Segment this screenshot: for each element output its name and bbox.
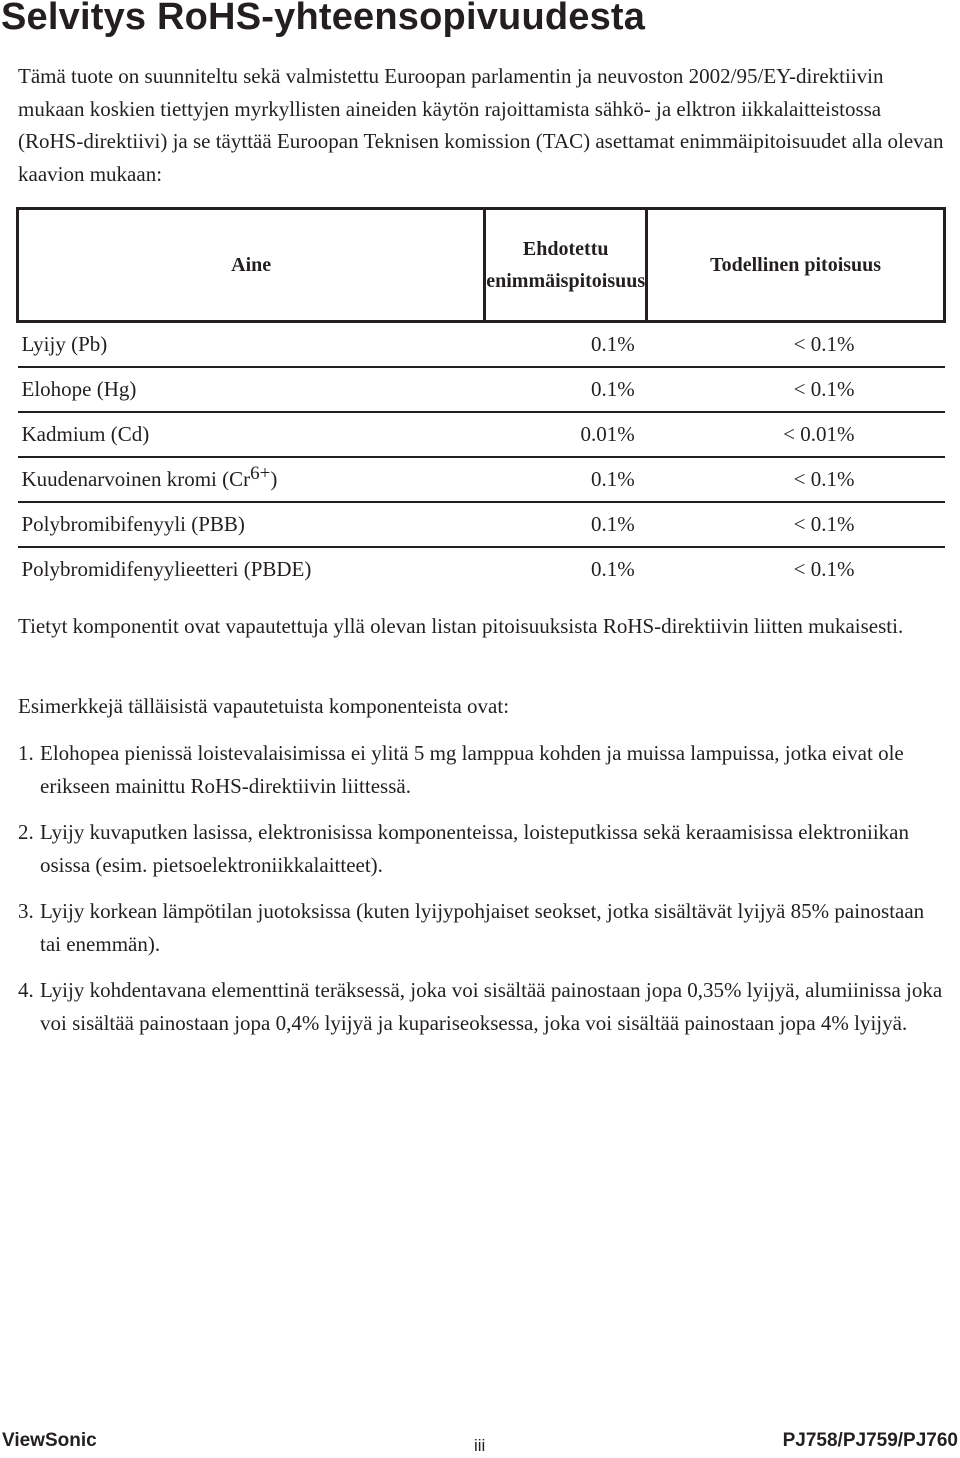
cell-substance: Lyijy (Pb) <box>18 322 485 368</box>
substance-text: Kuudenarvoinen kromi (Cr <box>21 467 251 491</box>
footer-models: PJ758/PJ759/PJ760 <box>782 1430 958 1451</box>
item-text: Lyijy korkean lämpötilan juotoksissa (kuten lyijypohjaiset seokset, jotka sisältävät lyijyä 85% painostaan tai enemmän). <box>40 899 925 956</box>
cell-substance: Polybromidifenyylieetteri (PBDE) <box>21 557 312 581</box>
examples-heading: Esimerkkejä tälläisistä vapautetuista komponenteista ovat: <box>18 694 510 718</box>
item-text: Lyijy kuvaputken lasissa, elektronisissa komponenteissa, loisteputkissa sekä keraamisissa elektroniikan osissa (esim. pietsoelektroniikkalaitteet). <box>40 820 909 877</box>
footer-brand: ViewSonic <box>2 1430 97 1451</box>
cell-substance: Polybromibifenyyli (PBB) <box>18 502 485 547</box>
cell-actual: < 0.01% <box>647 412 945 457</box>
item-number: 4. <box>18 978 34 1002</box>
rohs-table <box>16 207 946 591</box>
cell-actual: < 0.1% <box>647 502 945 547</box>
header-proposed-line1: Ehdotettu <box>522 238 609 260</box>
table-row <box>18 547 945 591</box>
cell-proposed: 0.1% <box>485 367 647 412</box>
examples-list <box>18 737 943 1053</box>
list-item <box>18 816 943 881</box>
item-text: Elohopea pienissä loistevalaisimissa ei ylitä 5 mg lamppua kohden ja muissa lampuissa, jotka eivat ole erikseen mainittu RoHS-direktiivin liittessä. <box>40 741 904 798</box>
table-row <box>18 457 945 502</box>
item-text: Lyijy kohdentavana elementtinä teräksessä, joka voi sisältää painostaan jopa 0,35% lyijyä, alumiinissa joka voi sisältää painostaan jopa 0,4% lyijyä ja kupariseoksessa, joka voi sisältää painostaan jopa 4% lyijyä. <box>40 978 943 1035</box>
cell-proposed: 0.1% <box>590 557 635 581</box>
cell-proposed: 0.1% <box>485 502 647 547</box>
cell-substance: Elohope (Hg) <box>18 367 485 412</box>
page-title: Selvitys RoHS-yhteensopivuudesta <box>1 0 646 38</box>
item-number: 3. <box>18 899 34 923</box>
table-row <box>18 322 945 368</box>
cell-substance: Kadmium (Cd) <box>18 412 485 457</box>
header-actual: Todellinen pitoisuus <box>647 209 945 322</box>
table-row <box>18 412 945 457</box>
cell-actual: < 0.1% <box>793 557 855 581</box>
oxidation-superscript: 6+ <box>250 463 271 484</box>
cell-actual: < 0.1% <box>647 367 945 412</box>
table-header-row <box>18 209 945 322</box>
substance-text-end: ) <box>270 467 278 491</box>
list-item <box>18 974 943 1039</box>
cell-actual: < 0.1% <box>647 457 945 502</box>
cell-substance <box>18 457 485 502</box>
footer-page-number: iii <box>474 1436 486 1455</box>
cell-proposed: 0.1% <box>485 322 647 368</box>
cell-actual: < 0.1% <box>647 322 945 368</box>
header-proposed <box>485 209 647 322</box>
exemption-note: Tietyt komponentit ovat vapautettuja yllä olevan listan pitoisuuksista RoHS-direktiivin liitten mukaisesti. <box>18 614 904 638</box>
table-row <box>18 367 945 412</box>
table-row <box>18 502 945 547</box>
intro-paragraph: Tämä tuote on suunniteltu sekä valmistettu Euroopan parlamentin ja neuvoston 2002/95/EY-direktiivin mukaan koskien tiettyjen myrkyllisten aineiden käytön rajoittamista sähkö- ja elktron iikkalaitteistossa (RoHS-direktiivi) ja se täyttää Euroopan Teknisen komission (TAC) asettamat enimmäipitoisuudet alla olevan kaavion mukaan: <box>18 64 944 186</box>
header-substance: Aine <box>18 209 485 322</box>
item-number: 2. <box>18 820 34 844</box>
list-item <box>18 737 943 802</box>
cell-proposed: 0.01% <box>485 412 647 457</box>
item-number: 1. <box>18 741 34 765</box>
header-proposed-line2: enimmäispitoisuus <box>486 270 646 292</box>
list-item <box>18 895 943 960</box>
cell-proposed: 0.1% <box>485 457 647 502</box>
